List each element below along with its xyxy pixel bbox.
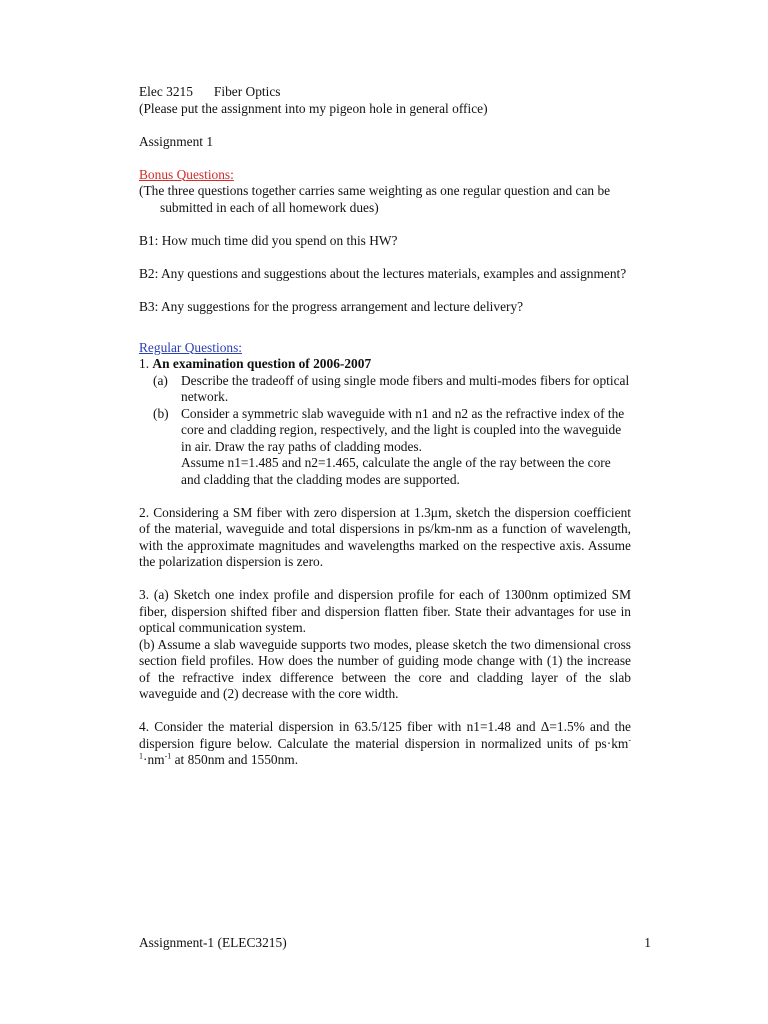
- question-4-text: 4. Consider the material dispersion in 63.5/125 fiber with n1=1.48 and Δ=1.5% and the dispersion figure below. Calculate the material dispersion in normalized units of: [139, 719, 631, 751]
- question-4-exp-1: -1: [139, 735, 631, 761]
- question-1b-text-2: Assume n1=1.485 and n2=1.465, calculate the angle of the ray between the core and cladding that the cladding modes are supported.: [181, 455, 611, 487]
- question-1a-text: Describe the tradeoff of using single mode fibers and multi-modes fibers for optical network.: [181, 372, 630, 404]
- question-1-title: [139, 356, 631, 373]
- bonus-heading: Bonus Questions:: [139, 166, 234, 182]
- question-4-unit-ps: ps·km: [594, 735, 629, 751]
- assignment-page: [139, 84, 631, 769]
- question-3a: 3. (a) Sketch one index profile and dispersion profile for each of 1300nm optimized SM fiber, dispersion shifted fiber and dispersion flatten fiber. State their advantages for use in optical communication system.: [139, 587, 631, 635]
- course-name: Fiber Optics: [213, 84, 281, 99]
- bonus-question-b3: B3: Any suggestions for the progress arrangement and lecture delivery?: [139, 298, 524, 314]
- page-number: 1: [644, 935, 651, 950]
- question-1b-text: Consider a symmetric slab waveguide with n1 and n2 as the refractive index of the core and cladding region, respectively, and the light is coupled into the waveguide in air. Draw the ray paths of cladding modes.: [181, 405, 625, 454]
- question-1-number: 1.: [139, 356, 150, 371]
- question-4-exp-2: -1: [164, 751, 172, 761]
- footer-label: Assignment-1 (ELEC3215): [139, 935, 287, 950]
- bonus-question-b2: B2: Any questions and suggestions about the lectures materials, examples and assignment?: [139, 265, 627, 281]
- question-1-heading: An examination question of 2006-2007: [152, 356, 372, 371]
- question-1a-label: (a): [153, 372, 168, 388]
- assignment-title: Assignment 1: [139, 133, 214, 149]
- question-4: [139, 719, 631, 769]
- page-footer: [139, 935, 651, 952]
- question-2: 2. Considering a SM fiber with zero dispersion at 1.3μm, sketch the dispersion coefficient of the material, waveguide and total dispersions in ps/km-nm as a function of wavelength, with the approximate magnitudes and wavelengths marked on the respective axis. Assume the polarization dispersion is zero.: [139, 504, 631, 569]
- question-3b: (b) Assume a slab waveguide supports two modes, please sketch the two dimensional cross section field profiles. How does the number of guiding mode change with (1) the increase of the refractive index difference between the core and cladding layer of the slab waveguide and (2) decrease with the core width.: [139, 636, 631, 701]
- course-header: [139, 84, 631, 101]
- bonus-question-b1: B1: How much time did you spend on this HW?: [139, 232, 398, 248]
- regular-heading: Regular Questions:: [139, 339, 243, 355]
- submission-instruction: (Please put the assignment into my pigeon hole in general office): [139, 100, 488, 116]
- question-1b-label: (b): [153, 405, 169, 421]
- question-1a: [153, 373, 631, 406]
- bonus-note: (The three questions together carries same weighting as one regular question and can be submitted in each of all homework dues): [139, 183, 611, 215]
- question-4-unit-nm: ·nm: [143, 752, 165, 767]
- question-4-tail: at 850nm and 1550nm.: [171, 752, 299, 767]
- course-code: Elec 3215: [139, 84, 193, 99]
- question-1b: [153, 406, 631, 489]
